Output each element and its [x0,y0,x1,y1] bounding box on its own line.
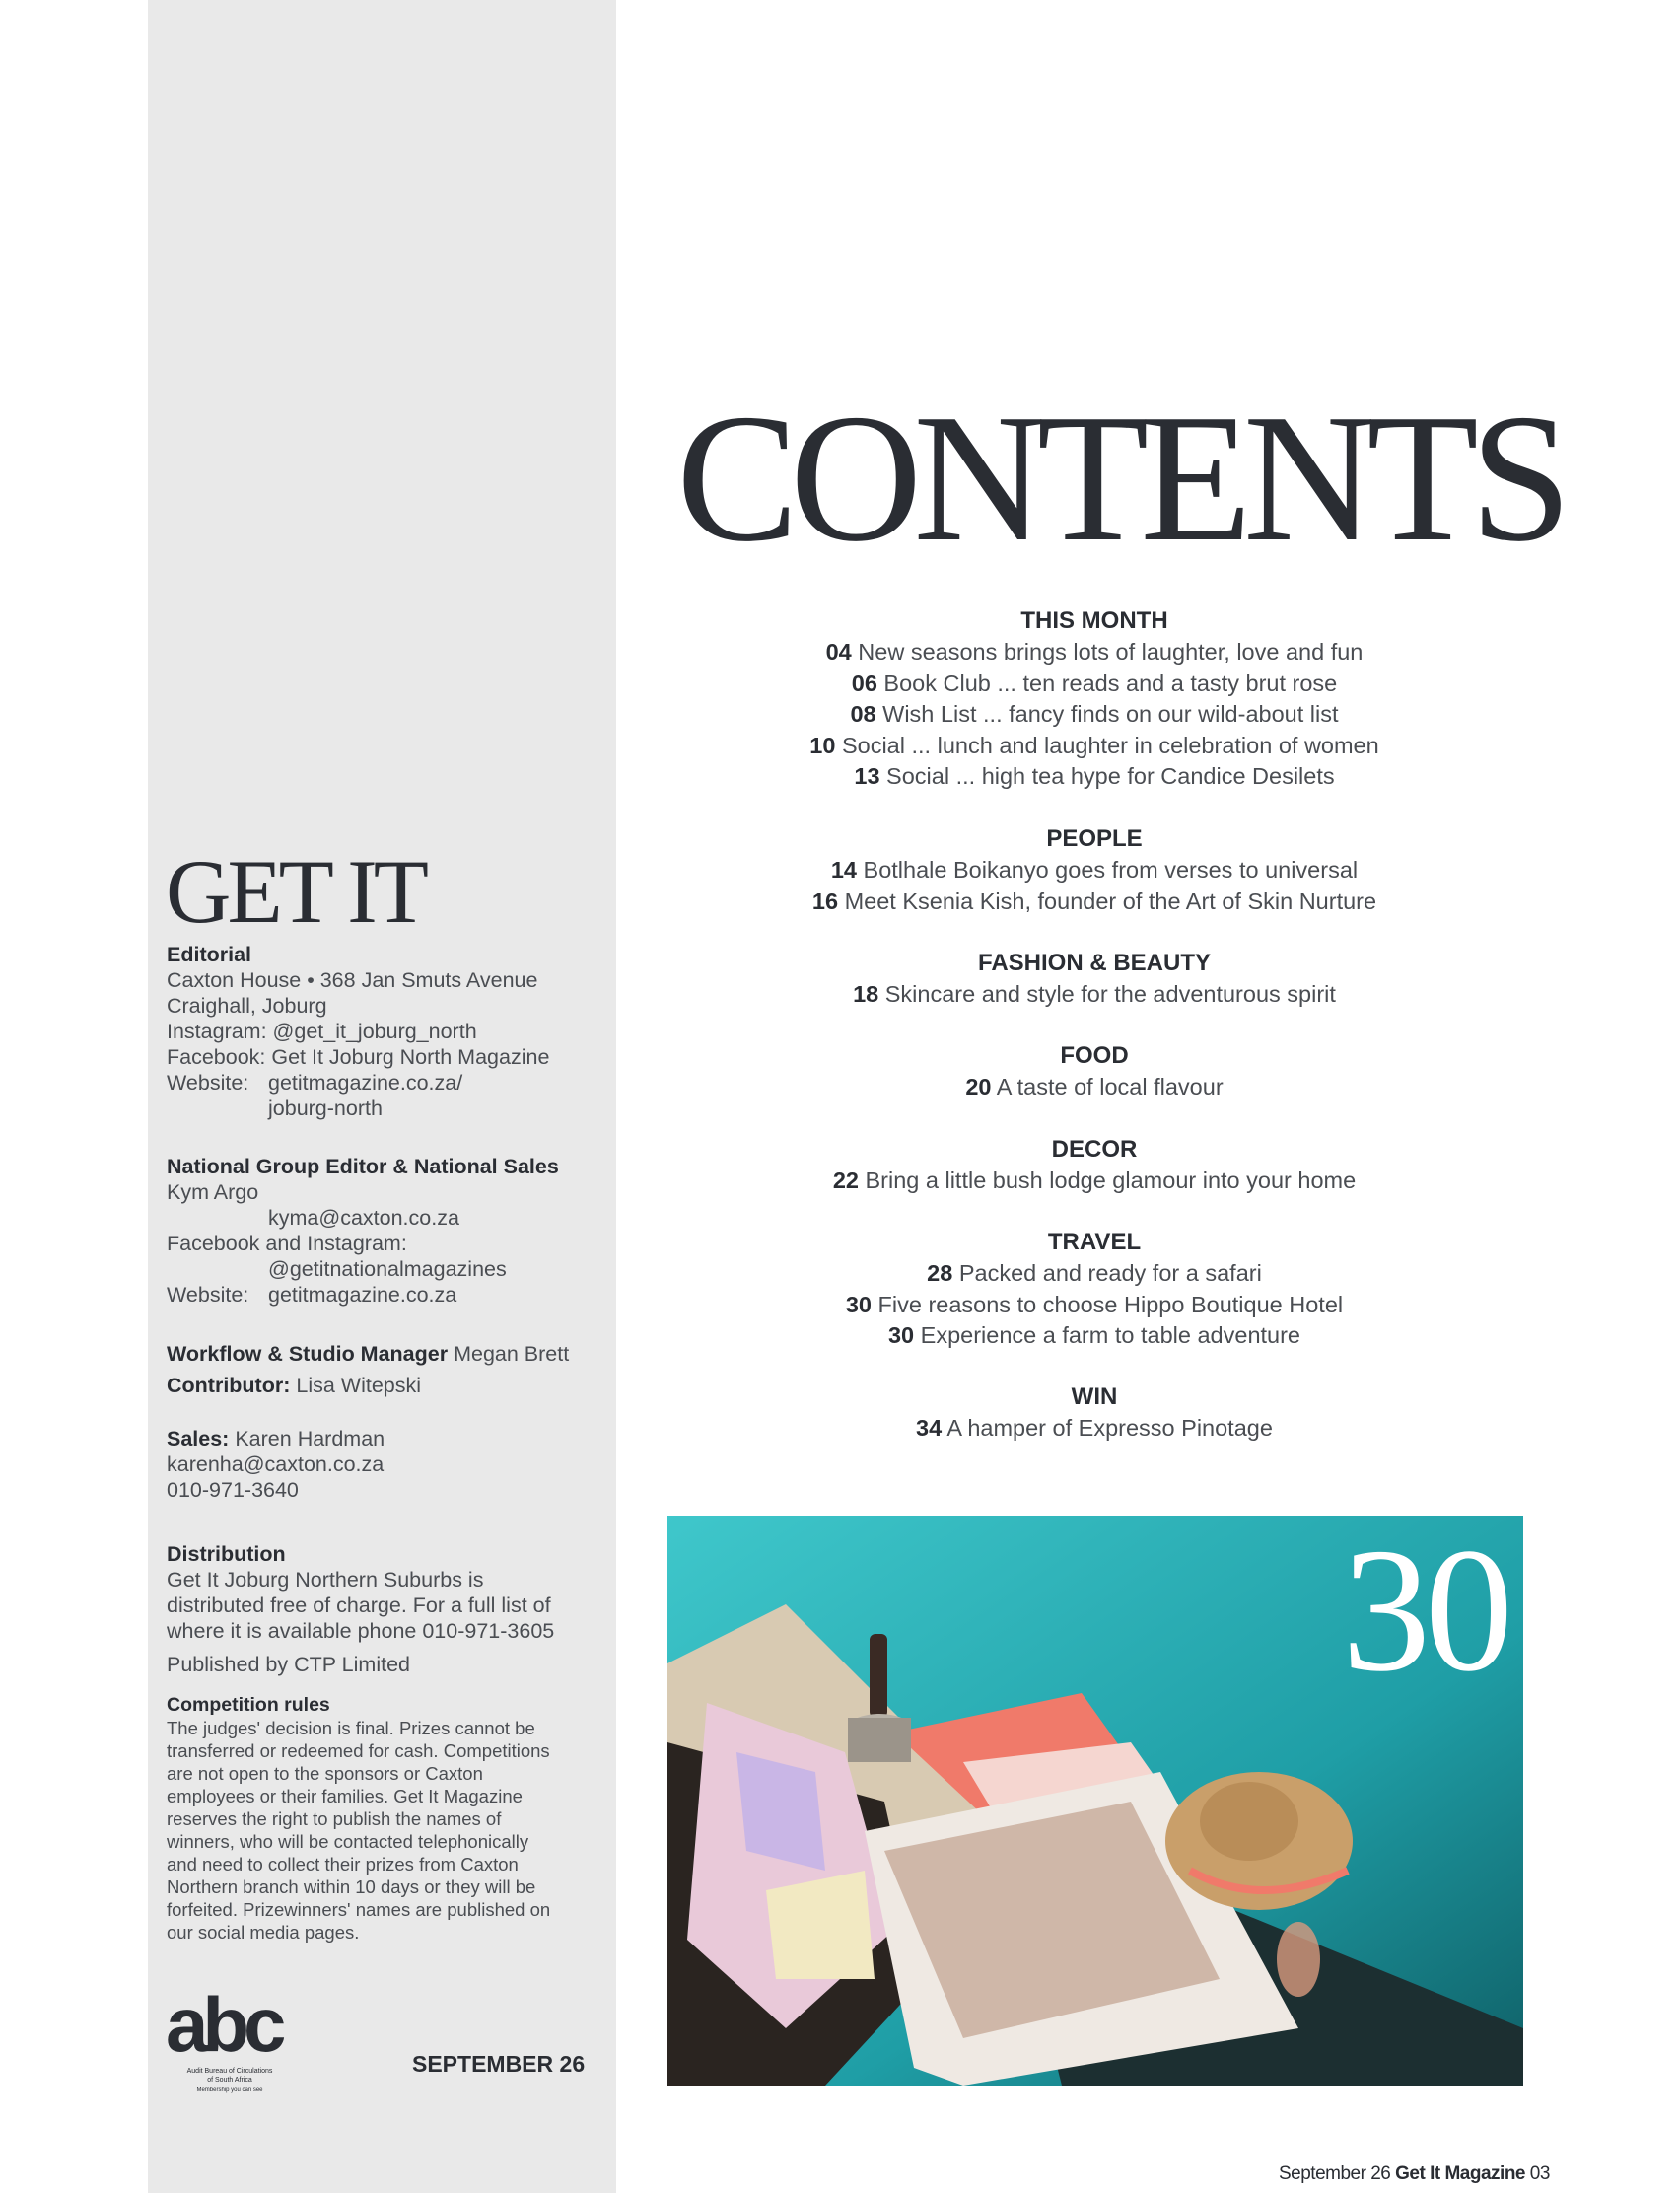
editorial-instagram: Instagram: @get_it_joburg_north [167,1020,477,1043]
toc-page: 30 [845,1291,872,1317]
toc-text: A hamper of Expresso Pinotage [946,1415,1273,1441]
abc-logo [166,1990,294,2103]
toc-item [749,1072,1439,1103]
rules-line: Northern branch within 10 days or they will be [167,1876,536,1897]
rules-line: our social media pages. [167,1922,360,1943]
toc-page: 04 [825,639,852,665]
national-website-label: Website: [167,1283,249,1307]
distribution-line: Get It Joburg Northern Suburbs is [167,1568,484,1592]
national-email: kyma@caxton.co.za [268,1206,459,1230]
competition-rules [167,1694,600,1944]
toc-item [749,699,1439,731]
toc-section [749,948,1439,1011]
abc-caption: Membership you can see [196,2087,263,2093]
workflow-name: Megan Brett [454,1342,570,1366]
toc-text: Book Club ... ten reads and a tasty brut rose [883,670,1338,696]
national-social-handle: @getitnationalmagazines [268,1257,507,1281]
feature-page-number: 30 [1342,1516,1507,1708]
toc-page: 34 [916,1415,943,1441]
distribution-line: distributed free of charge. For a full list of [167,1593,551,1617]
toc-text: New seasons brings lots of laughter, love and fun [858,639,1364,665]
toc-text: Social ... lunch and laughter in celebration of women [841,732,1379,758]
toc-page: 08 [850,701,876,727]
distribution-block [167,1541,600,1677]
toc-item [749,1290,1439,1321]
toc-item [749,1258,1439,1290]
rules-line: winners, who will be contacted telephonically [167,1831,529,1852]
editorial-heading: Editorial [167,943,252,966]
toc-text: Meet Ksenia Kish, founder of the Art of Skin Nurture [844,887,1377,914]
footer-magazine: Get It Magazine [1395,2163,1525,2184]
national-website: getitmagazine.co.za [268,1283,457,1307]
rules-line: reserves the right to publish the names of [167,1808,502,1829]
toc-item [749,979,1439,1011]
toc-text: Five reasons to choose Hippo Boutique Hotel [877,1291,1344,1317]
toc-text: Botlhale Boikanyo goes from verses to universal [863,857,1359,883]
national-name: Kym Argo [167,1180,259,1204]
toc-text: Social ... high tea hype for Candice Desilets [886,763,1335,789]
toc-page: 30 [887,1322,915,1348]
toc-item [749,1320,1439,1352]
toc-page: 14 [830,857,857,883]
abc-mark: abc [166,1990,281,2068]
toc-section [749,605,1439,793]
toc-section [749,1227,1439,1352]
section-title: DECOR [1051,1136,1138,1163]
toc-text: A taste of local flavour [996,1074,1224,1099]
toc-item [749,1413,1439,1445]
rules-line: transferred or redeemed for cash. Competitions [167,1740,550,1761]
editorial-facebook: Facebook: Get It Joburg North Magazine [167,1045,550,1069]
toc-item [749,761,1439,793]
contributor-label: Contributor: [167,1374,291,1397]
toc-item [749,1166,1439,1197]
toc-page: 22 [832,1167,859,1193]
toc-section [749,823,1439,917]
contents-title: CONTENTS [676,377,1564,580]
distribution-heading: Distribution [167,1542,286,1566]
toc-item [749,886,1439,918]
toc-section [749,1040,1439,1103]
rules-line: employees or their families. Get It Magazine [167,1786,523,1806]
contributor-name: Lisa Witepski [296,1374,422,1397]
toc-text: Packed and ready for a safari [958,1260,1262,1286]
toc-section [749,1381,1439,1445]
abc-caption: of South Africa [207,2077,252,2084]
toc-page: 10 [809,732,836,758]
brand-logo: GET IT [166,841,426,942]
editorial-website: getitmagazine.co.za/ [268,1071,463,1095]
toc-item [749,731,1439,762]
workflow-label: Workflow & Studio Manager [167,1342,449,1366]
abc-logo-graphic [166,1990,294,2098]
sales-label: Sales: [167,1427,230,1450]
toc-page: 13 [854,763,880,789]
toc-page: 18 [853,981,879,1007]
page-footer [1279,2163,1550,2185]
wine-bottle [870,1634,887,1718]
editorial-website-label: Website: [167,1071,249,1095]
distribution-line: where it is available phone 010-971-3605 [167,1619,555,1643]
sales-name: Karen Hardman [235,1427,385,1450]
credits-block [167,1341,600,1398]
editorial-website-cont: joburg-north [268,1096,383,1120]
toc-item [749,855,1439,886]
section-title: THIS MONTH [1020,607,1168,634]
toc-item [749,637,1439,669]
toc-page: 28 [927,1260,953,1286]
section-title: TRAVEL [1047,1229,1142,1255]
rules-line: forfeited. Prizewinners' names are published on [167,1899,551,1920]
sales-phone: 010-971-3640 [167,1478,299,1502]
competition-heading: Competition rules [167,1694,330,1716]
rules-line: are not open to the sponsors or Caxton [167,1763,483,1784]
section-title: FASHION & BEAUTY [977,950,1211,976]
national-block [167,1154,600,1308]
editorial-area: Craighall, Joburg [167,994,327,1018]
footer-date: September 26 [1279,2163,1391,2184]
section-title: FOOD [1060,1042,1129,1069]
footer-page-number: 03 [1529,2163,1550,2184]
national-heading: National Group Editor & National Sales [167,1155,559,1178]
wine-glass [1277,1922,1320,1997]
section-title: PEOPLE [1046,825,1143,852]
toc-section [749,1134,1439,1197]
toc-item [749,669,1439,700]
toc-page: 16 [811,887,839,914]
section-title: WIN [1071,1383,1118,1410]
toc-text: Skincare and style for the adventurous spirit [884,981,1336,1007]
publisher: Published by CTP Limited [167,1653,410,1676]
national-social-label: Facebook and Instagram: [167,1232,407,1255]
editorial-block [167,942,600,1121]
toc-page: 06 [851,670,877,696]
issue-date: SEPTEMBER 26 [412,2051,586,2077]
feature-photo [667,1516,1523,2086]
toc-page: 20 [965,1074,992,1099]
toc-text: Bring a little bush lodge glamour into your home [865,1167,1357,1193]
toc-text: Experience a farm to table adventure [920,1322,1301,1348]
rules-line: and need to collect their prizes from Caxton [167,1854,519,1875]
sales-email: karenha@caxton.co.za [167,1452,385,1476]
abc-caption: Audit Bureau of Circulations [186,2068,273,2075]
editorial-address: Caxton House • 368 Jan Smuts Avenue [167,968,538,992]
toc-text: Wish List ... fancy finds on our wild-about list [882,701,1339,727]
rules-line: The judges' decision is final. Prizes cannot be [167,1718,535,1738]
sales-block [167,1426,600,1503]
